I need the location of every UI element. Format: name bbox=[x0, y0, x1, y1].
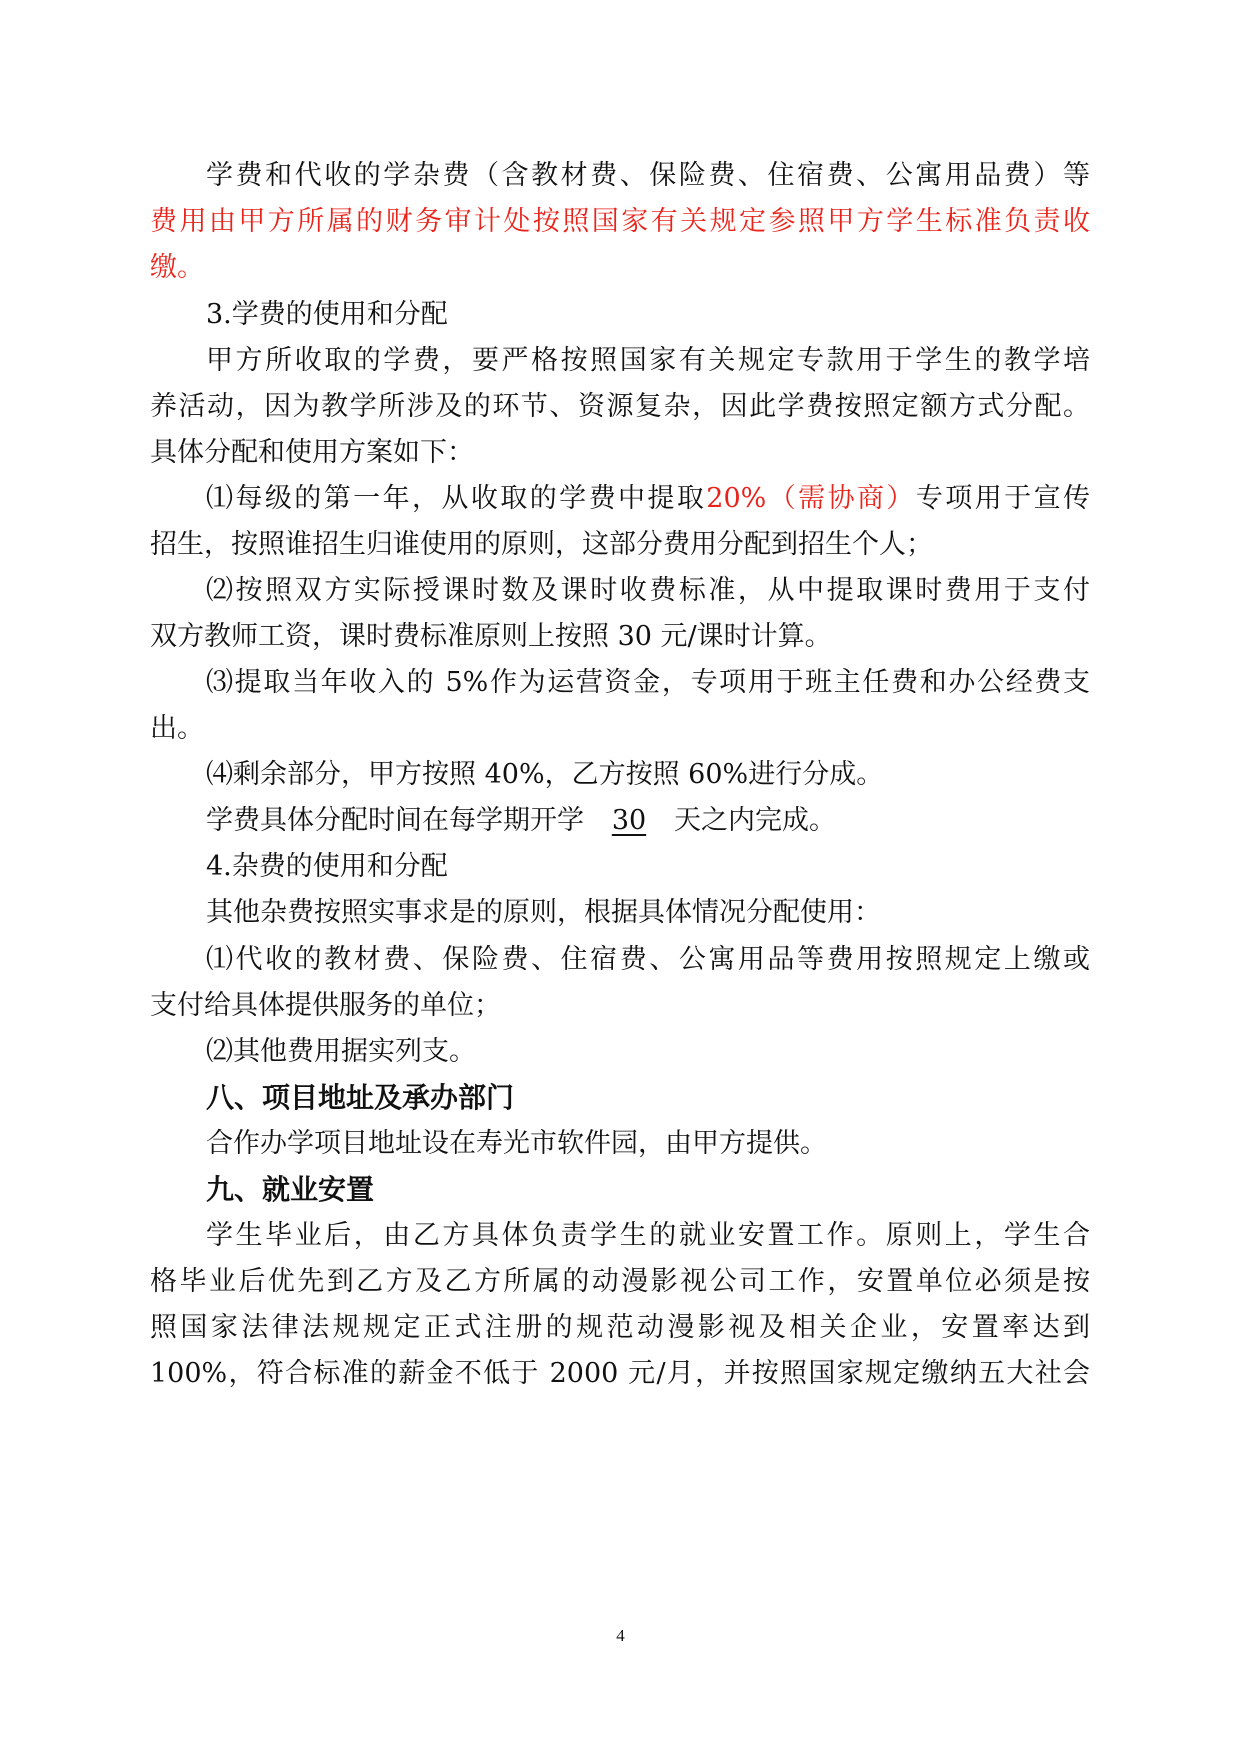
section-4-title: 4.杂费的使用和分配 bbox=[206, 851, 448, 882]
section-3-paragraph-line-3: 具体分配和使用方案如下： bbox=[150, 437, 474, 468]
item-1-line-1 bbox=[150, 481, 1090, 517]
section-9-paragraph-line-4: 100%，符合标准的薪金不低于 2000 元/月，并按照国家规定缴纳五大社会 bbox=[150, 1358, 1090, 1389]
item-1-text-c: 专项用于宣传 bbox=[915, 483, 1091, 514]
item-3-line-1: ⑶提取当年收入的 5%作为运营资金，专项用于班主任费和办公经费支 bbox=[206, 667, 1090, 698]
distribution-time-line bbox=[150, 803, 1090, 839]
distribution-time-text-b: 天之内完成。 bbox=[674, 805, 836, 836]
item-4-line-1: ⑷剩余部分，甲方按照 40%，乙方按照 60%进行分成。 bbox=[206, 759, 884, 790]
section-3-paragraph-line-1: 甲方所收取的学费，要严格按照国家有关规定专款用于学生的教学培 bbox=[206, 345, 1090, 376]
section-9-paragraph-line-3: 照国家法律法规规定正式注册的规范动漫影视及相关企业，安置率达到 bbox=[150, 1312, 1090, 1343]
section-4-item-1-line-2: 支付给具体提供服务的单位； bbox=[150, 990, 501, 1021]
item-2-line-1: ⑵按照双方实际授课时数及课时收费标准，从中提取课时费用于支付 bbox=[206, 575, 1090, 606]
section-4-paragraph-line-1: 其他杂费按照实事求是的原则，根据具体情况分配使用： bbox=[206, 897, 881, 928]
section-4-item-1-line-1: ⑴代收的教材费、保险费、住宿费、公寓用品等费用按照规定上缴或 bbox=[206, 944, 1090, 975]
section-4-item-2-line-1: ⑵其他费用据实列支。 bbox=[206, 1036, 476, 1067]
fees-paragraph-line-3: 缴。 bbox=[150, 252, 204, 283]
heading-8: 八、项目地址及承办部门 bbox=[206, 1081, 515, 1114]
item-2-line-2: 双方教师工资，课时费标准原则上按照 30 元/课时计算。 bbox=[150, 621, 832, 652]
section-3-title: 3.学费的使用和分配 bbox=[206, 299, 448, 330]
fees-paragraph-line-2: 费用由甲方所属的财务审计处按照国家有关规定参照甲方学生标准负责收 bbox=[150, 206, 1090, 237]
page-number: 4 bbox=[616, 1626, 625, 1645]
section-9-paragraph-line-1: 学生毕业后，由乙方具体负责学生的就业安置工作。原则上，学生合 bbox=[206, 1220, 1090, 1251]
distribution-time-text-a: 学费具体分配时间在每学期开学 bbox=[206, 805, 584, 836]
distribution-days-blank: 30 bbox=[611, 805, 647, 836]
section-9-paragraph-line-2: 格毕业后优先到乙方及乙方所属的动漫影视公司工作，安置单位必须是按 bbox=[150, 1266, 1090, 1297]
item-1-highlight: 20%（需协商） bbox=[706, 483, 916, 514]
section-3-paragraph-line-2: 养活动，因为教学所涉及的环节、资源复杂，因此学费按照定额方式分配。 bbox=[150, 391, 1090, 422]
item-1-line-2: 招生，按照谁招生归谁使用的原则，这部分费用分配到招生个人； bbox=[150, 529, 933, 560]
item-3-line-2: 出。 bbox=[150, 713, 204, 744]
fees-paragraph-line-1: 学费和代收的学杂费（含教材费、保险费、住宿费、公寓用品费）等 bbox=[206, 160, 1090, 191]
heading-9: 九、就业安置 bbox=[206, 1173, 375, 1206]
item-1-text-a: ⑴每级的第一年，从收取的学费中提取 bbox=[206, 483, 707, 514]
section-8-paragraph: 合作办学项目地址设在寿光市软件园，由甲方提供。 bbox=[206, 1128, 827, 1159]
